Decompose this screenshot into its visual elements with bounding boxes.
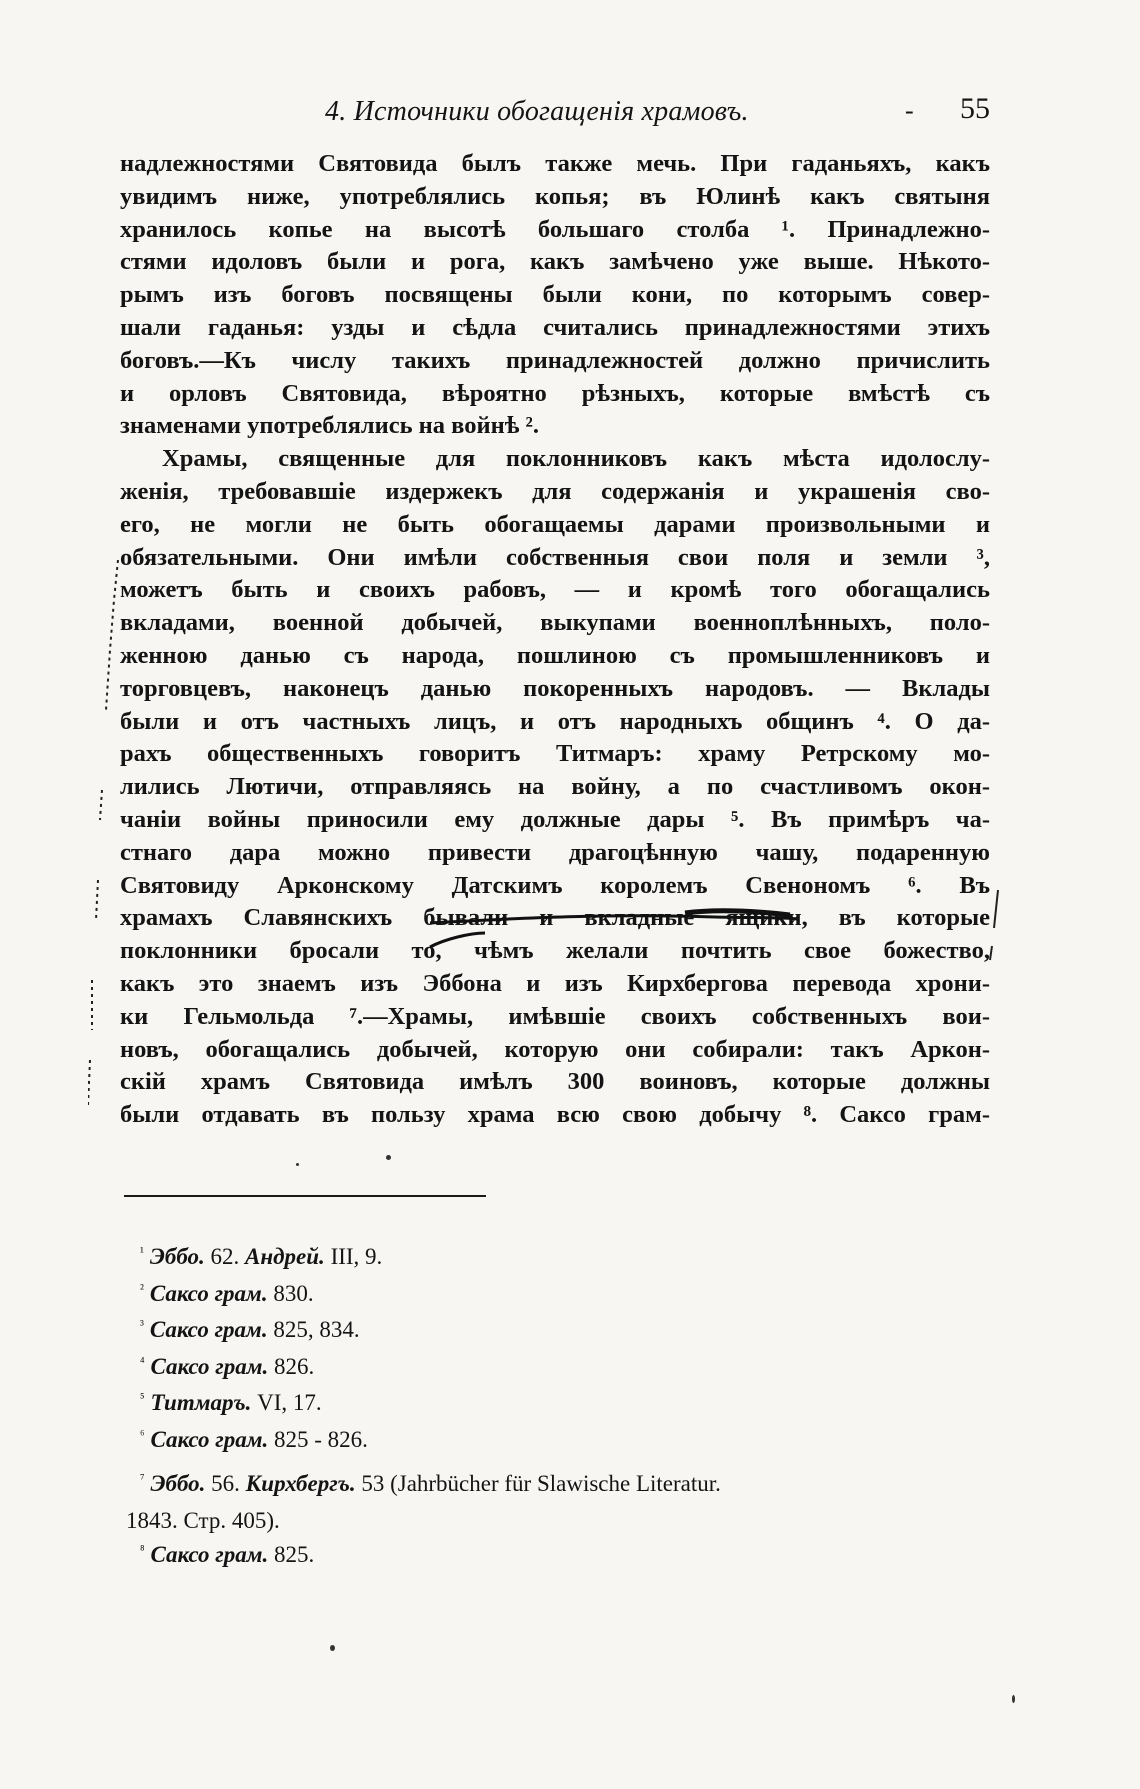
text-line: надлежностями Святовида былъ также мечь. При гаданьяхъ, какъ xyxy=(120,150,990,177)
footnote-item xyxy=(140,1542,990,1579)
footnote-continuation: 1843. Стр. 405). xyxy=(126,1508,280,1533)
footnote-ref: 830. xyxy=(267,1280,314,1306)
footnote-item xyxy=(140,1317,990,1354)
footnote-source: Саксо грам. xyxy=(150,1353,269,1379)
footnote-ref: VI, 17. xyxy=(251,1390,322,1415)
text-line: обязательными. Они имѣли собственныя свои поля и земли ³, xyxy=(120,543,990,571)
footnote-source: Эббо. xyxy=(149,1244,205,1269)
text-line: можетъ быть и своихъ рабовъ, — и кромѣ того обогащались xyxy=(120,576,990,604)
ink-speck xyxy=(330,1645,335,1651)
footnote-item xyxy=(140,1354,990,1391)
text-line: хранилось копье на высотѣ большаго столба ¹. Принадлежно- xyxy=(120,215,990,243)
footnote-source: Эббо. xyxy=(150,1471,206,1496)
footnote-ref: 62. xyxy=(204,1244,246,1269)
footnote-mark: ¹ xyxy=(140,1244,144,1259)
footnote-mark: ² xyxy=(140,1280,144,1296)
text-line: и орловъ Святовида, вѣроятно рѣзныхъ, которые вмѣстѣ съ xyxy=(120,379,990,407)
text-line: были и отъ частныхъ лицъ, и отъ народныхъ общинъ ⁴. О да- xyxy=(120,707,990,735)
text-line: его, не могли не быть обогащаемы дарами произвольными и xyxy=(120,510,990,538)
footnote-ref: 825, 834. xyxy=(267,1317,360,1342)
footnote-ref: III, 9. xyxy=(324,1244,383,1269)
footnote-ref: 826. xyxy=(268,1353,315,1379)
footnotes xyxy=(126,1244,990,1579)
text-line: знаменами употреблялись на войнѣ ². xyxy=(120,412,539,440)
footnote-mark: ⁸ xyxy=(140,1542,145,1557)
footnote-item xyxy=(140,1427,990,1464)
text-line: чаніи войны приносили ему должные дары ⁵. Въ примѣръ ча- xyxy=(120,805,990,833)
text-line: рахъ общественныхъ говоритъ Титмаръ: храму Ретрскому мо- xyxy=(120,740,990,768)
footnote-mark: ⁴ xyxy=(140,1353,145,1369)
text-line: стями идоловъ были и рога, какъ замѣчено уже выше. Нѣкото- xyxy=(120,248,990,276)
pen-margin-tick xyxy=(988,888,1008,968)
text-line: женною данью съ народа, пошлиною съ промышленниковъ и xyxy=(120,641,990,669)
text-line: рымъ изъ боговъ посвящены были кони, по которымъ совер- xyxy=(120,281,990,309)
page-number: 55 xyxy=(960,92,990,125)
text-line: ки Гельмольда ⁷.—Храмы, имѣвшіе своихъ собственныхъ вои- xyxy=(120,1002,990,1030)
footnote-item xyxy=(140,1281,990,1318)
footnote-item xyxy=(140,1244,990,1281)
text-line: шали гаданья: узды и сѣдла считались принадлежностями этихъ xyxy=(120,313,990,341)
footnote-mark: ⁵ xyxy=(140,1390,145,1405)
footnote-mark: ³ xyxy=(140,1317,144,1332)
footnote-ref: 825. xyxy=(268,1542,315,1567)
footnote-source: Кирхбергъ. xyxy=(245,1471,356,1496)
text-line: вкладами, военной добычей, выкупами военноплѣнныхъ, поло- xyxy=(120,609,990,637)
page-header xyxy=(120,92,990,136)
text-line: новъ, обогащались добычей, которую они собирали: такъ Аркон- xyxy=(120,1035,990,1063)
ink-speck xyxy=(296,1163,299,1166)
text-line: поклонники бросали то, чѣмъ желали почтить свое божество, xyxy=(120,937,990,965)
ink-speck xyxy=(1012,1695,1015,1703)
footnote-ref: 825 - 826. xyxy=(268,1426,368,1452)
text-line: Святовиду Арконскому Датскимъ королемъ Свенономъ ⁶. Въ xyxy=(120,871,990,899)
footnote-source: Андрей. xyxy=(245,1244,325,1269)
footnote-source: Саксо грам. xyxy=(149,1280,268,1306)
footnote-source: Титмаръ. xyxy=(150,1390,252,1415)
footnote-ref: 53 (Jahrbücher für Slawische Literatur. xyxy=(355,1471,721,1496)
running-title: 4. Источники обогащенія храмовъ. xyxy=(325,96,749,127)
footnote-separator xyxy=(124,1195,486,1197)
footnote-ref: 56. xyxy=(205,1471,246,1496)
text-line: были отдавать въ пользу храма всю свою добычу ⁸. Саксо грам- xyxy=(120,1101,990,1129)
text-line: торговцевъ, наконецъ данью покоренныхъ народовъ. — Вклады xyxy=(120,674,990,702)
ink-speck xyxy=(386,1155,391,1160)
text-line: женія, требовавшіе издержекъ для содержанія и украшенія сво- xyxy=(120,477,990,505)
text-line: боговъ.—Къ числу такихъ принадлежностей должно причислить xyxy=(120,346,990,374)
footnote-mark: ⁶ xyxy=(140,1426,145,1442)
pen-margin-line xyxy=(88,560,128,1120)
footnote-source: Саксо грам. xyxy=(150,1426,269,1452)
footnote-source: Саксо грам. xyxy=(149,1317,268,1342)
footnote-mark: ⁷ xyxy=(140,1471,145,1486)
paragraph-start-line: Храмы, священные для поклонниковъ какъ мѣста идолослу- xyxy=(162,445,990,473)
text-line: стнаго дара можно привести драгоцѣнную чашу, подаренную xyxy=(120,838,990,866)
text-line: храмахъ Славянскихъ бывали и вкладные ящики, въ которые xyxy=(120,904,990,932)
header-dash: - xyxy=(905,96,914,125)
main-text xyxy=(120,148,990,1132)
text-line: скій храмъ Святовида имѣлъ 300 воиновъ, которые должны xyxy=(120,1068,990,1096)
pen-strikethrough-mark xyxy=(425,905,805,955)
text-line: какъ это знаемъ изъ Эббона и изъ Кирхбергова перевода хрони- xyxy=(120,969,990,997)
footnote-item xyxy=(140,1390,990,1427)
text-line: лились Лютичи, отправляясь на войну, а по счастливомъ окон- xyxy=(120,773,990,801)
footnote-item xyxy=(126,1467,990,1538)
footnote-source: Саксо грам. xyxy=(150,1542,269,1567)
text-line: увидимъ ниже, употреблялись копья; въ Юлинѣ какъ святыня xyxy=(120,182,990,210)
